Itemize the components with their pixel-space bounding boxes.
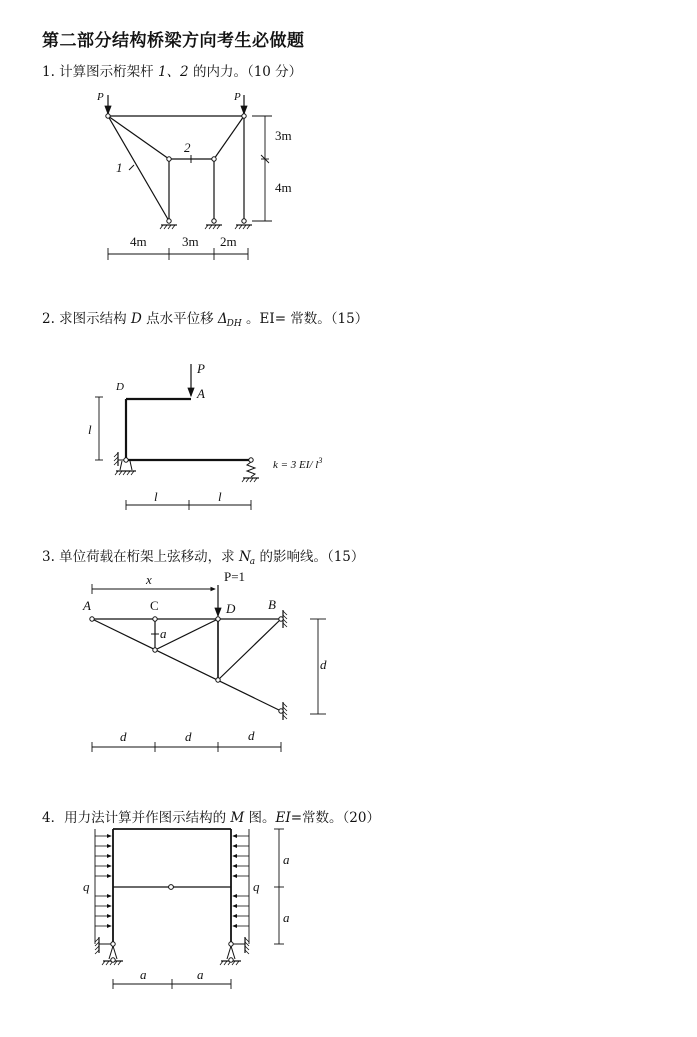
q2-point: D [130,311,142,327]
q1-w3: 2m [220,234,237,249]
q2-load: P [197,361,205,376]
q2-span1: l [154,489,158,504]
q1-h-top: 3m [275,128,292,143]
q3-label-c: C [150,598,159,613]
q4-mid: 图。 [244,810,276,826]
q1-h-bottom: 4m [275,180,292,195]
section-title: 第二部分结构桥梁方向考生必做题 [42,31,305,51]
q1-members: 1、2 [157,64,189,80]
q1-w1: 4m [130,234,147,249]
q1-member-1: 1 [116,160,123,175]
q1-member-2: 2 [184,140,191,155]
q2-label-d: D [116,381,124,393]
q4-h-top: a [283,852,290,867]
q4-suffix: =常数。（20） [290,810,380,826]
q2-disp-sub: DH [226,319,242,329]
q1-load-left: P [97,91,104,103]
q3-prefix: 3. 单位荷载在桁架上弦移动，求 [42,549,239,565]
q3-x-label: x [146,572,152,587]
q1-load-right: P [234,91,241,103]
q3-label-b: B [268,597,276,612]
q4-m: M [230,810,245,826]
q3-height: d [320,657,327,672]
q3-label-d: D [226,601,236,616]
q2-disp-symbol: Δ [217,311,228,327]
q3-span2: d [185,729,192,744]
q3-n-sub: a [249,557,256,567]
q3-span3: d [248,728,255,743]
q2-span2: l [218,489,222,504]
q1-prefix: 1. 计算图示桁架杆 [42,64,158,80]
q3-load: P=1 [224,569,246,584]
q4-load-right: q [253,879,260,894]
q2-prefix: 2. 求图示结构 [42,311,131,327]
q4-load-left: q [83,879,90,894]
q3-label-a: A [83,598,91,613]
q1-suffix: 的内力。（10 分） [188,64,303,80]
q2-label-a: A [197,386,205,401]
q2-spring: k = 3 EI/ $l^3$ [273,456,323,471]
q3-member-a: a [160,626,167,641]
q3-n-symbol: N [238,549,251,565]
q2-height: l [88,422,92,437]
q1-w2: 3m [182,234,199,249]
q4-prefix: 4．用力法计算并作图示结构的 [42,810,231,826]
q4-ei: EI [275,810,291,826]
figure-4-frame [95,829,284,989]
q2-suffix: 。EI= 常数。（15） [241,311,369,327]
figure-3-truss [92,584,326,752]
q3-span1: d [120,729,127,744]
q4-span1: a [140,967,147,982]
q3-suffix: 的影响线。（15） [255,549,365,565]
q2-mid: 点水平位移 [141,311,218,327]
q4-span2: a [197,967,204,982]
q4-h-bottom: a [283,910,290,925]
